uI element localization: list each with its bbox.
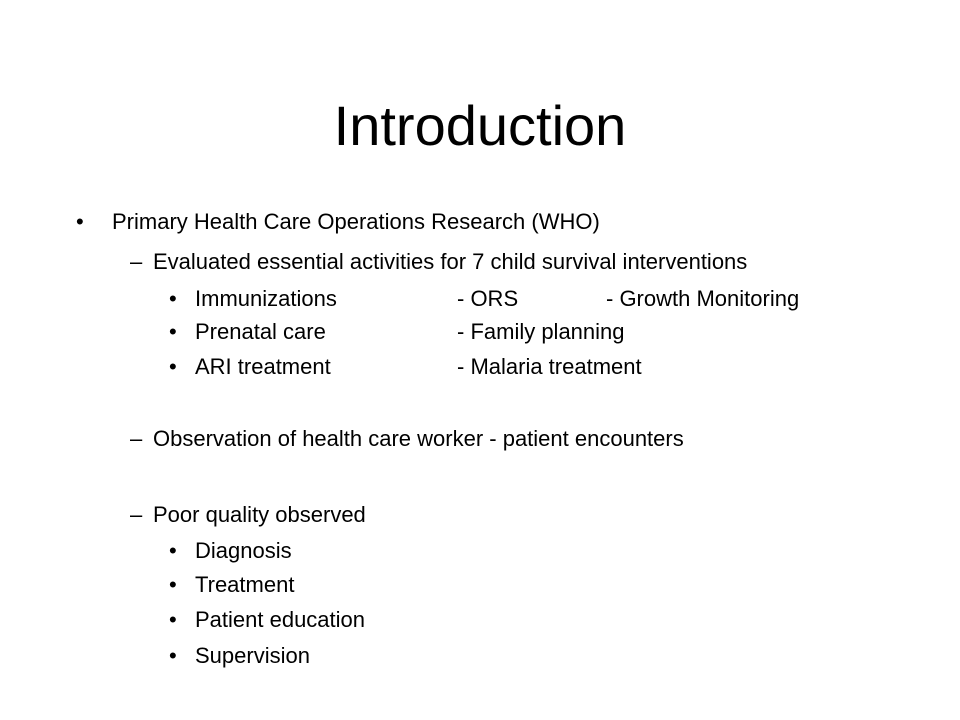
slide-title: Introduction [333, 94, 627, 157]
dash-glyph: – [130, 426, 143, 451]
intervention-immunizations: Immunizations [195, 286, 337, 311]
bullet-glyph: • [169, 643, 177, 668]
bullet-glyph: • [169, 286, 177, 311]
intervention-ors: - ORS [457, 286, 519, 311]
intervention-prenatal-care: Prenatal care [195, 319, 326, 344]
intervention-family-planning: - Family planning [457, 319, 625, 344]
item-supervision: Supervision [195, 643, 310, 668]
bullet-glyph: • [169, 572, 177, 597]
dash-glyph: – [130, 249, 143, 274]
item-patient-education: Patient education [195, 607, 366, 632]
intervention-growth-monitoring: - Growth Monitoring [606, 286, 800, 311]
dash-glyph: – [130, 502, 143, 527]
subbullet-text: Evaluated essential activities for 7 child survival interventions [153, 249, 748, 274]
subbullet-text: Poor quality observed [153, 502, 366, 527]
item-treatment: Treatment [195, 572, 295, 597]
bullet-glyph: • [169, 538, 177, 563]
bullet-glyph: • [169, 607, 177, 632]
intervention-malaria-treatment: - Malaria treatment [457, 354, 642, 379]
intervention-ari-treatment: ARI treatment [195, 354, 331, 379]
bullet-glyph: • [169, 319, 177, 344]
bullet-glyph: • [76, 209, 84, 234]
subbullet-text: Observation of health care worker - patient encounters [153, 426, 684, 451]
bullet-glyph: • [169, 354, 177, 379]
item-diagnosis: Diagnosis [195, 538, 292, 563]
bullet-text: Primary Health Care Operations Research (WHO) [112, 209, 600, 234]
